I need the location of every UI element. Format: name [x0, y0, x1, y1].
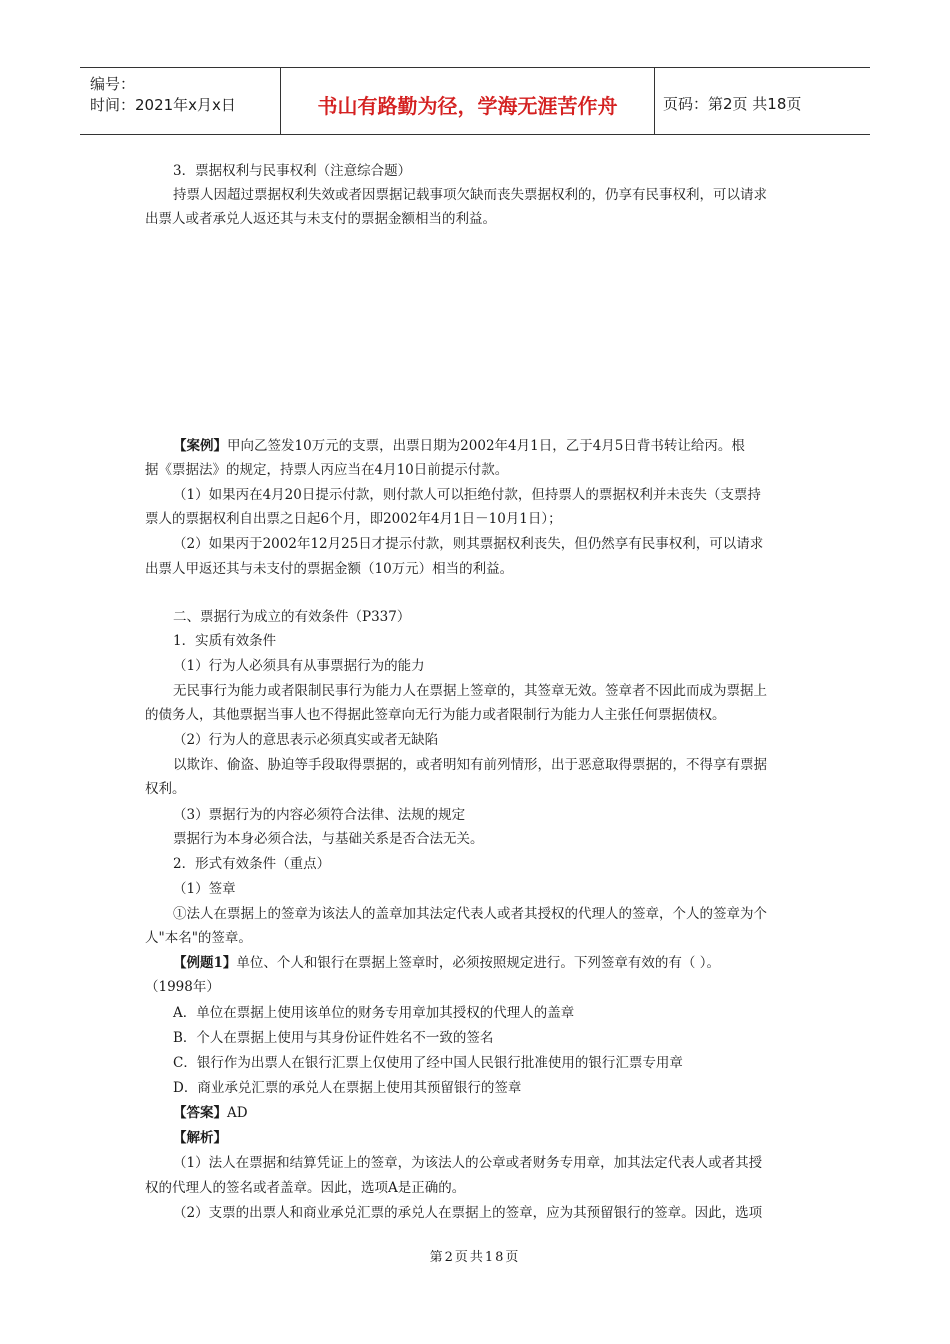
- header-page-info: 页码：第2页 共18页: [663, 94, 802, 113]
- text-line: 权利。: [145, 781, 186, 797]
- text-line: 持票人因超过票据权利失效或者因票据记载事项欠缺而丧失票据权利的，仍享有民事权利，可以请求: [173, 187, 767, 203]
- text-line: 1．实质有效条件: [173, 633, 277, 649]
- case-paragraph: 【案例】甲向乙签发10万元的支票，出票日期为2002年4月1日，乙于4月5日背书转让给丙。根: [173, 438, 745, 454]
- header-motto: 书山有路勤为径，学海无涯苦作舟: [281, 68, 655, 134]
- text-line: 权的代理人的签名或者盖章。因此，选项A是正确的。: [145, 1180, 466, 1196]
- option-a: A．单位在票据上使用该单位的财务专用章加其授权的代理人的盖章: [173, 1005, 575, 1021]
- text-line: 人"本名"的签章。: [145, 930, 252, 946]
- text-line: 的债务人，其他票据当事人也不得据此签章向无行为能力或者限制行为能力人主张任何票据债权。: [145, 707, 726, 723]
- text-line: （3）票据行为的内容必须符合法律、法规的规定: [173, 807, 466, 823]
- document-number-label: 编号：: [90, 75, 136, 93]
- text-line: 以欺诈、偷盗、胁迫等手段取得票据的，或者明知有前列情形，出于恶意取得票据的，不得享有票据: [173, 757, 767, 773]
- text-line: 出票人甲返还其与未支付的票据金额（10万元）相当的利益。: [145, 561, 514, 577]
- text-line: （1）签章: [173, 881, 236, 897]
- example-label: 【例题1】: [173, 955, 237, 971]
- example-paragraph: 【例题1】单位、个人和银行在票据上签章时，必须按照规定进行。下列签章有效的有（ ）。: [173, 955, 720, 971]
- text-line: 票据行为本身必须合法，与基础关系是否合法无关。: [173, 831, 484, 847]
- analysis-label: 【解析】: [173, 1130, 227, 1146]
- text-line: 票人的票据权利自出票之日起6个月，即2002年4月1日－10月1日）；: [145, 511, 562, 527]
- text-line: （1）行为人必须具有从事票据行为的能力: [173, 658, 425, 674]
- text-line: 无民事行为能力或者限制民事行为能力人在票据上签章的，其签章无效。签章者不因此而成为票据上: [173, 683, 767, 699]
- text-line: ①法人在票据上的签章为该法人的盖章加其法定代表人或者其授权的代理人的签章，个人的签章为个: [173, 906, 767, 922]
- text-line: （2）行为人的意思表示必须真实或者无缺陷: [173, 732, 439, 748]
- text-line: （1）如果丙在4月20日提示付款，则付款人可以拒绝付款，但持票人的票据权利并未丧失（支票持: [173, 487, 761, 503]
- text-line: 2．形式有效条件（重点）: [173, 856, 331, 872]
- option-c: C．银行作为出票人在银行汇票上仅使用了经中国人民银行批准使用的银行汇票专用章: [173, 1055, 683, 1071]
- page-footer: 第2页共18页: [429, 1250, 521, 1265]
- answer-value: AD: [227, 1105, 248, 1121]
- text-line: （1）法人在票据和结算凭证上的签章，为该法人的公章或者财务专用章，加其法定代表人或者其授: [173, 1155, 763, 1171]
- page-header: [80, 67, 870, 135]
- option-b: B．个人在票据上使用与其身份证件姓名不一致的签名: [173, 1030, 494, 1046]
- section-heading: 二、票据行为成立的有效条件（P337）: [173, 609, 411, 625]
- text-line: （2）支票的出票人和商业承兑汇票的承兑人在票据上的签章，应为其预留银行的签章。因此，选项: [173, 1205, 763, 1221]
- case-label: 【案例】: [173, 438, 227, 454]
- text-line: 据《票据法》的规定，持票人丙应当在4月10日前提示付款。: [145, 462, 509, 478]
- header-meta: [80, 68, 281, 134]
- text-line: （2）如果丙于2002年12月25日才提示付款，则其票据权利丧失，但仍然享有民事权利，可以请求: [173, 536, 764, 552]
- text-line: （1998年）: [145, 979, 220, 995]
- text-line: 出票人或者承兑人返还其与未支付的票据金额相当的利益。: [145, 211, 496, 227]
- option-d: D．商业承兑汇票的承兑人在票据上使用其预留银行的签章: [173, 1080, 522, 1096]
- answer-label: 【答案】: [173, 1105, 227, 1121]
- text-line: 3．票据权利与民事权利（注意综合题）: [173, 163, 412, 179]
- answer-line: [173, 1104, 248, 1122]
- document-time-label: 时间：2021年x月x日: [90, 96, 236, 114]
